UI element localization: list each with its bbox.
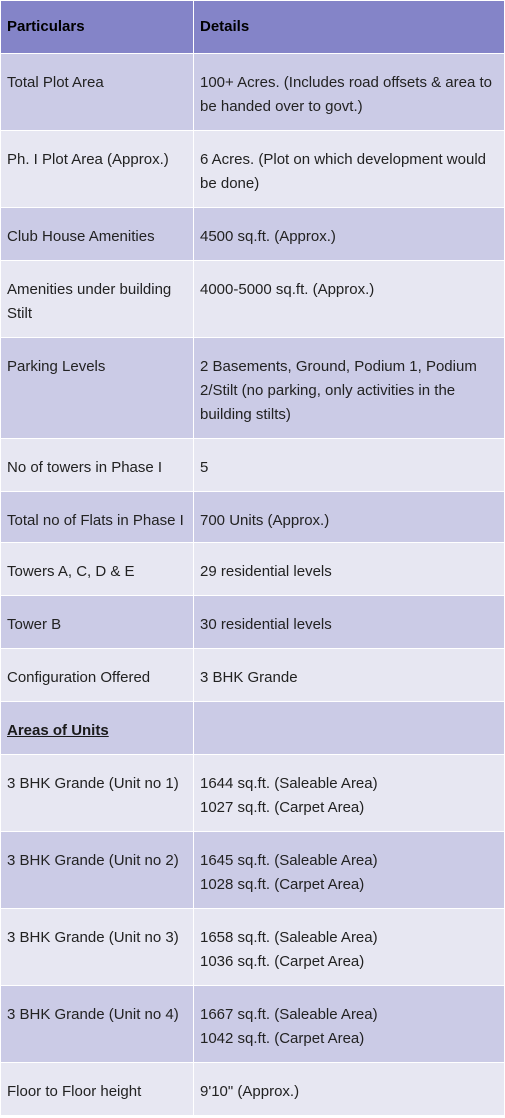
header-details: Details [194,1,505,54]
section-row [1,702,505,755]
detail-line: 9'10" (Approx.) [200,1083,300,1100]
detail-line-carpet: 1027 sq.ft. (Carpet Area) [200,799,365,816]
row-details [194,986,505,1063]
row-details [194,338,505,439]
detail-line: 6 Acres. (Plot on which development would be done) [200,151,486,192]
row-particular: Ph. I Plot Area (Approx.) [1,131,194,208]
table-row [1,131,505,208]
table-row [1,909,505,986]
table-row [1,596,505,649]
table-row [1,986,505,1063]
row-particular: Floor to Floor height [1,1063,194,1116]
detail-line: 700 Units (Approx.) [200,512,330,529]
table-row [1,543,505,596]
row-details [194,909,505,986]
detail-line: 3 BHK Grande [200,669,298,686]
detail-line-carpet: 1042 sq.ft. (Carpet Area) [200,1030,365,1047]
table-row [1,338,505,439]
row-details [194,261,505,338]
row-particular: 3 BHK Grande (Unit no 2) [1,832,194,909]
table-row [1,54,505,131]
table-row [1,439,505,492]
row-details [194,543,505,596]
table-row [1,208,505,261]
row-details [194,492,505,543]
detail-line: 5 [200,459,209,476]
detail-line-carpet: 1028 sq.ft. (Carpet Area) [200,876,365,893]
row-particular: 3 BHK Grande (Unit no 1) [1,755,194,832]
row-particular: Towers A, C, D & E [1,543,194,596]
table-row [1,755,505,832]
row-details [194,596,505,649]
row-particular: No of towers in Phase I [1,439,194,492]
row-details [194,649,505,702]
row-particular: 3 BHK Grande (Unit no 4) [1,986,194,1063]
row-particular: Club House Amenities [1,208,194,261]
detail-line: 29 residential levels [200,563,332,580]
table-row [1,1063,505,1116]
row-details [194,131,505,208]
detail-line-saleable: 1644 sq.ft. (Saleable Area) [200,775,378,792]
section-heading-text: Areas of Units [7,722,109,739]
row-details [194,208,505,261]
table-row [1,649,505,702]
detail-line: 4000-5000 sq.ft. (Approx.) [200,281,375,298]
row-details [194,755,505,832]
section-heading-areas-of-units [1,702,194,755]
row-particular: 3 BHK Grande (Unit no 3) [1,909,194,986]
row-particular: Total Plot Area [1,54,194,131]
table-row [1,492,505,543]
detail-line: 30 residential levels [200,616,332,633]
row-details [194,702,505,755]
table-row [1,261,505,338]
detail-line-saleable: 1667 sq.ft. (Saleable Area) [200,1006,378,1023]
row-details [194,832,505,909]
row-particular: Amenities under building Stilt [1,261,194,338]
detail-line: 4500 sq.ft. (Approx.) [200,228,336,245]
header-particulars: Particulars [1,1,194,54]
detail-line: 100+ Acres. (Includes road offsets & area to be handed over to govt.) [200,74,492,115]
detail-line-saleable: 1658 sq.ft. (Saleable Area) [200,929,378,946]
row-details [194,439,505,492]
row-particular: Configuration Offered [1,649,194,702]
row-details [194,1063,505,1116]
detail-line-saleable: 1645 sq.ft. (Saleable Area) [200,852,378,869]
detail-line-carpet: 1036 sq.ft. (Carpet Area) [200,953,365,970]
table-header-row [1,1,505,54]
table-row [1,832,505,909]
row-particular: Total no of Flats in Phase I [1,492,194,543]
row-particular: Parking Levels [1,338,194,439]
detail-line: 2 Basements, Ground, Podium 1, Podium 2/Stilt (no parking, only activities in the building stilts) [200,358,477,423]
row-details [194,54,505,131]
row-particular: Tower B [1,596,194,649]
